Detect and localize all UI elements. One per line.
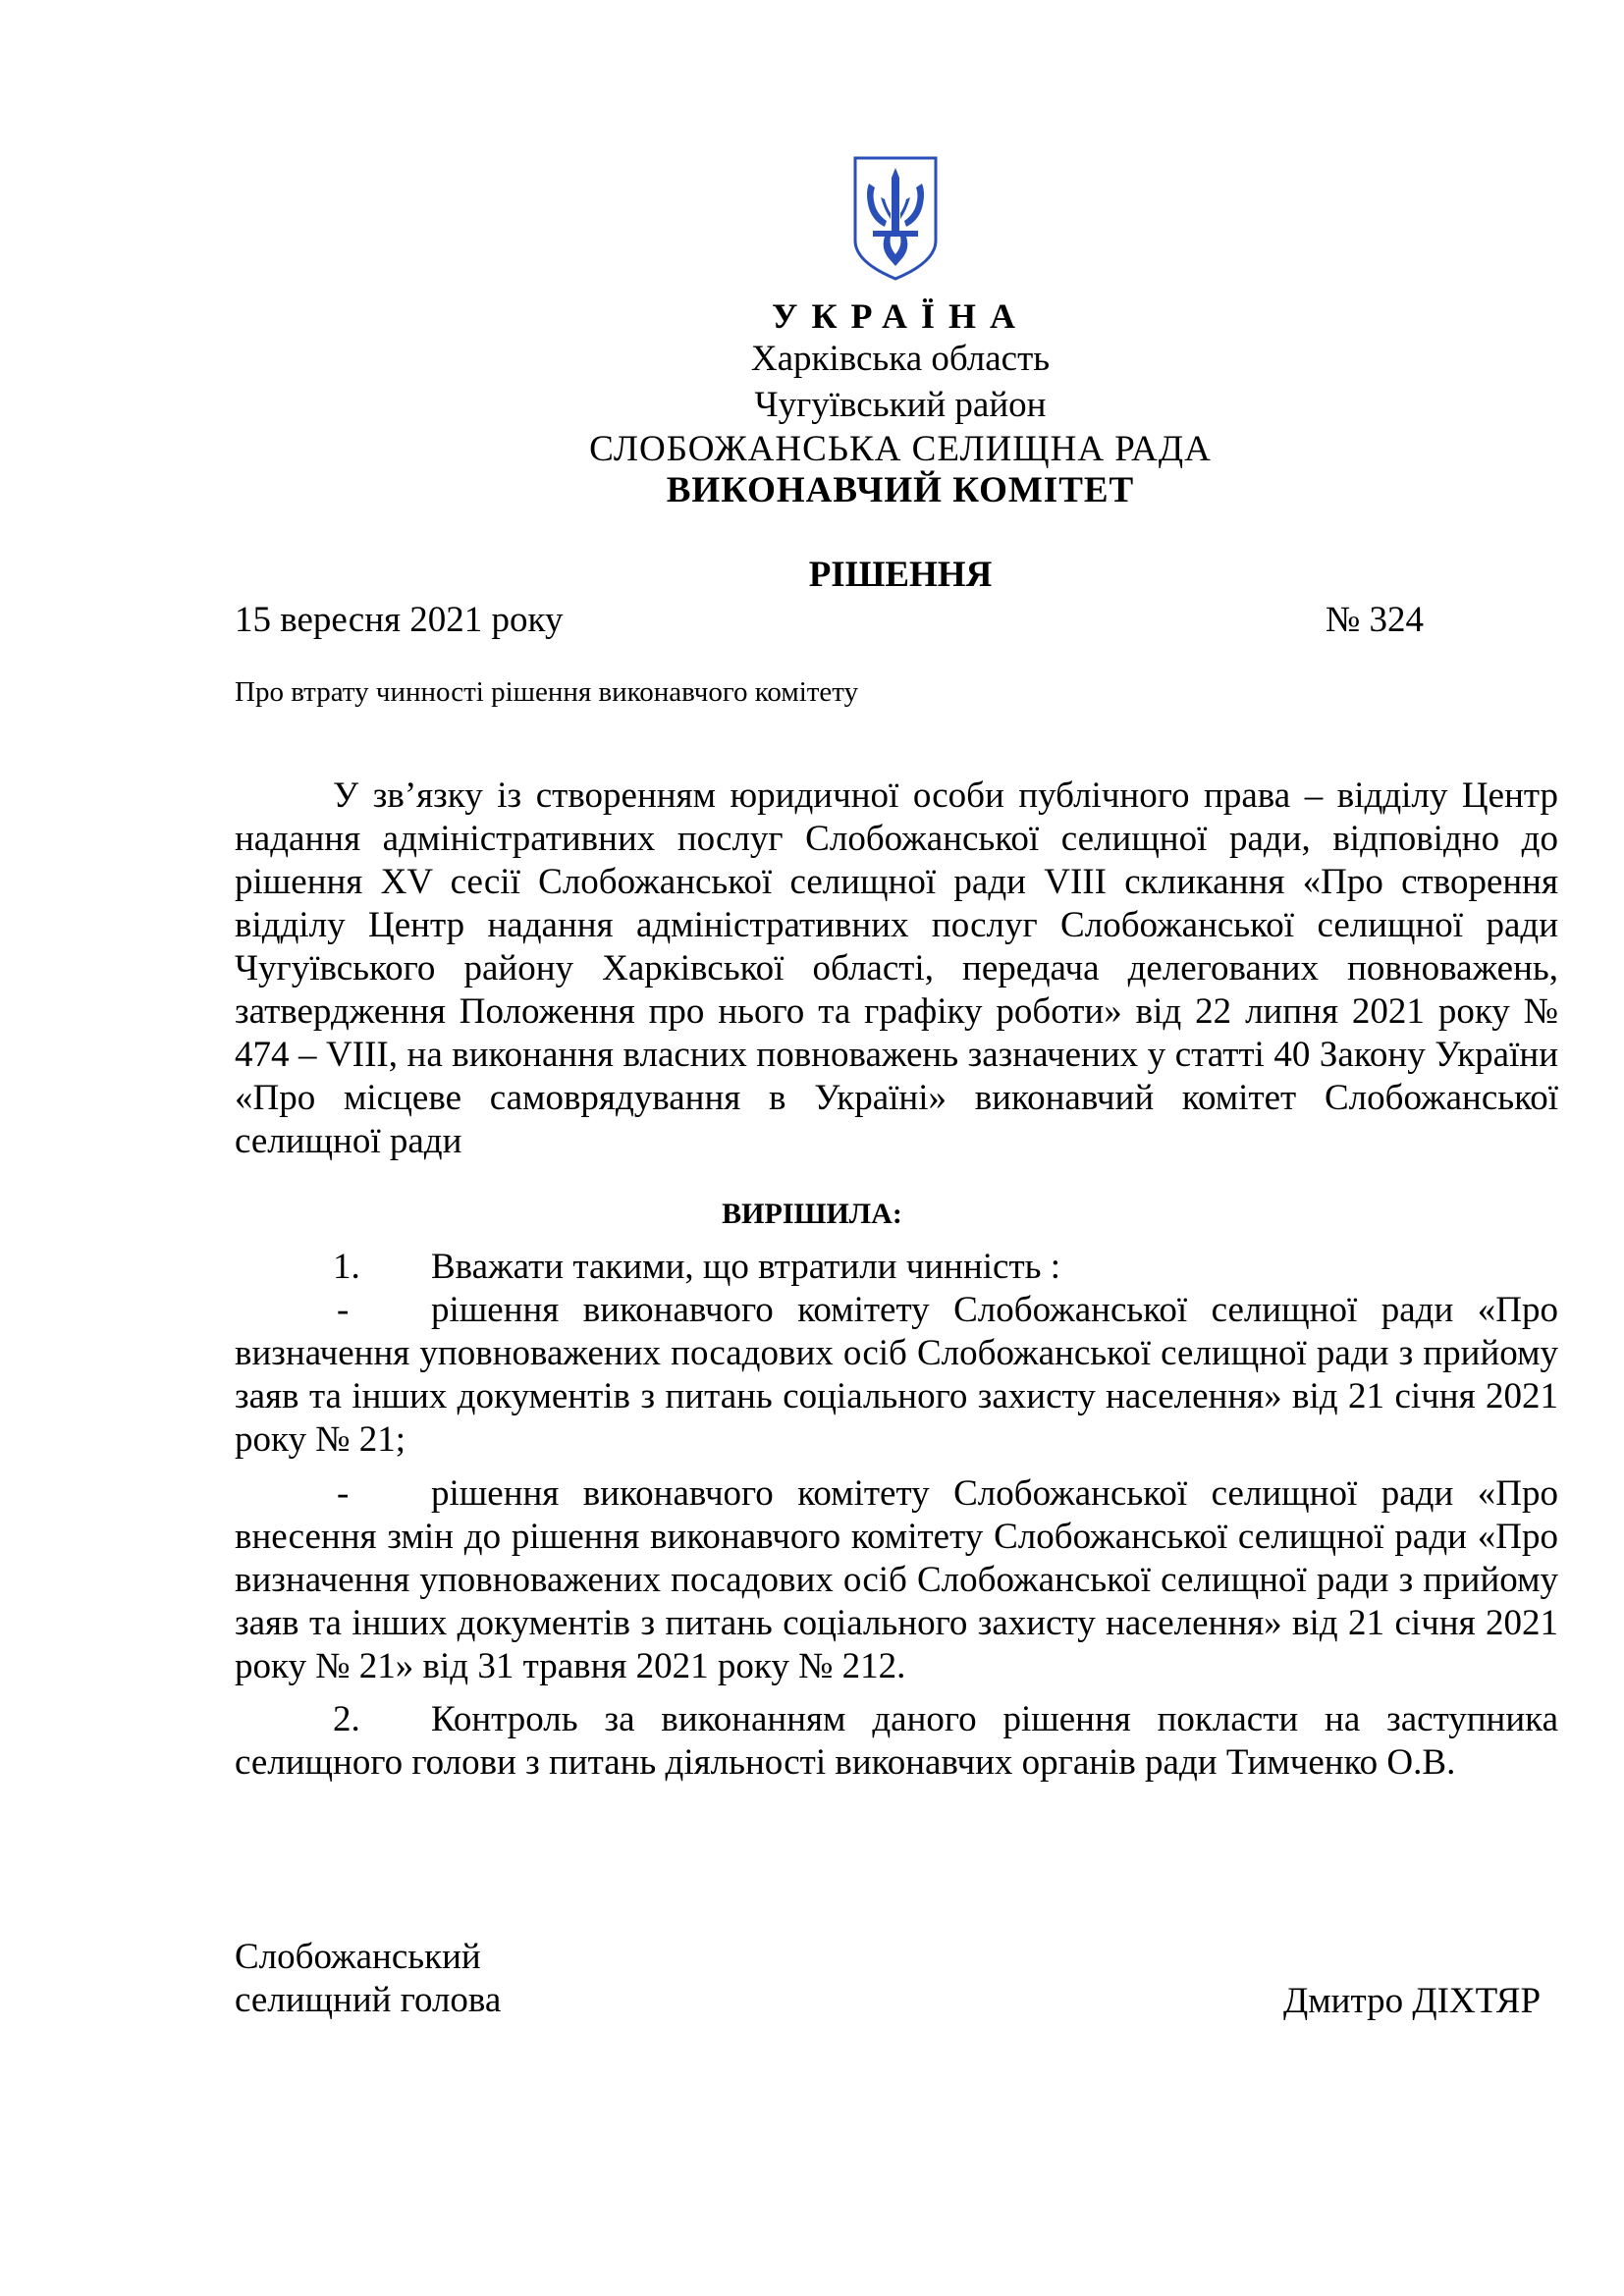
item-marker: 1. <box>333 1247 360 1287</box>
signatory-title <box>235 1936 501 2022</box>
resolution-subitem-b <box>235 1472 1558 1688</box>
district-name: Чугуївський район <box>754 385 1047 425</box>
committee-name: ВИКОНАВЧИЙ КОМІТЕТ <box>666 470 1135 510</box>
item-marker: 2. <box>333 1699 360 1739</box>
coat-of-arms-trident-icon <box>851 154 940 282</box>
resolution-item-1 <box>235 1246 1558 1289</box>
country-name: УКРАЇНА <box>772 296 1029 336</box>
preamble-paragraph: У зв’язку із створенням юридичної особи публічного права – відділу Центр надання адміністративних послуг Слобожанської селищної ради, відповідно до рішення XV сесії Слобожанської селищної ради VIII скликання «Про створення відділу Центр надання адміністративних послуг Слобожанської селищної ради Чугуївського району Харківської області, передача делегованих повноважень, затвердження Положення про нього та графіку роботи» від 22 липня 2021 року № 474 – VIII, на виконання власних повноважень зазначених у статті 40 Закону України «Про місцеве самоврядування в Україні» виконавчий комітет Слобожанської селищної ради <box>235 775 1558 1161</box>
document-date: 15 вересня 2021 року <box>235 600 564 640</box>
signatory-name: Дмитро ДІХТЯР <box>1283 1981 1542 2021</box>
document-type: РІШЕННЯ <box>808 555 993 595</box>
item-marker: - <box>337 1290 350 1330</box>
item-text: рішення виконавчого комітету Слобожанської селищної ради «Про визначення уповноважених посадових осіб Слобожанської селищної ради з прийому заяв та інших документів з питань соціального захисту населення» від 21 січня 2021 року № 21; <box>235 1290 1558 1460</box>
document-number: № 324 <box>1326 600 1425 640</box>
document-subject: Про втрату чинності рішення виконавчого комітету <box>235 676 859 708</box>
item-text: Контроль за виконанням даного рішення покласти на заступника селищного голови з питань діяльності виконавчих органів ради Тимченко О.В. <box>235 1699 1558 1783</box>
signatory-title-line-2: селищний голова <box>235 1980 502 2020</box>
resolution-subitem-a <box>235 1289 1558 1462</box>
item-text: Вважати такими, що втратили чинність : <box>431 1247 1061 1287</box>
resolved-heading: ВИРІШИЛА: <box>722 1198 902 1230</box>
region-name: Харківська область <box>750 339 1051 379</box>
item-text: рішення виконавчого комітету Слобожанської селищної ради «Про внесення змін до рішення виконавчого комітету Слобожанської селищної ради «Про визначення уповноважених посадових осіб Слобожанської селищної ради з прийому заяв та інших документів з питань соціального захисту населення» від 21 січня 2021 року № 21» від 31 травня 2021 року № 212. <box>235 1473 1558 1686</box>
signatory-title-line-1: Слобожанський <box>235 1937 481 1977</box>
item-marker: - <box>337 1473 350 1514</box>
council-name: СЛОБОЖАНСЬКА СЕЛИЩНА РАДА <box>589 429 1212 469</box>
resolution-item-2 <box>235 1698 1558 1785</box>
